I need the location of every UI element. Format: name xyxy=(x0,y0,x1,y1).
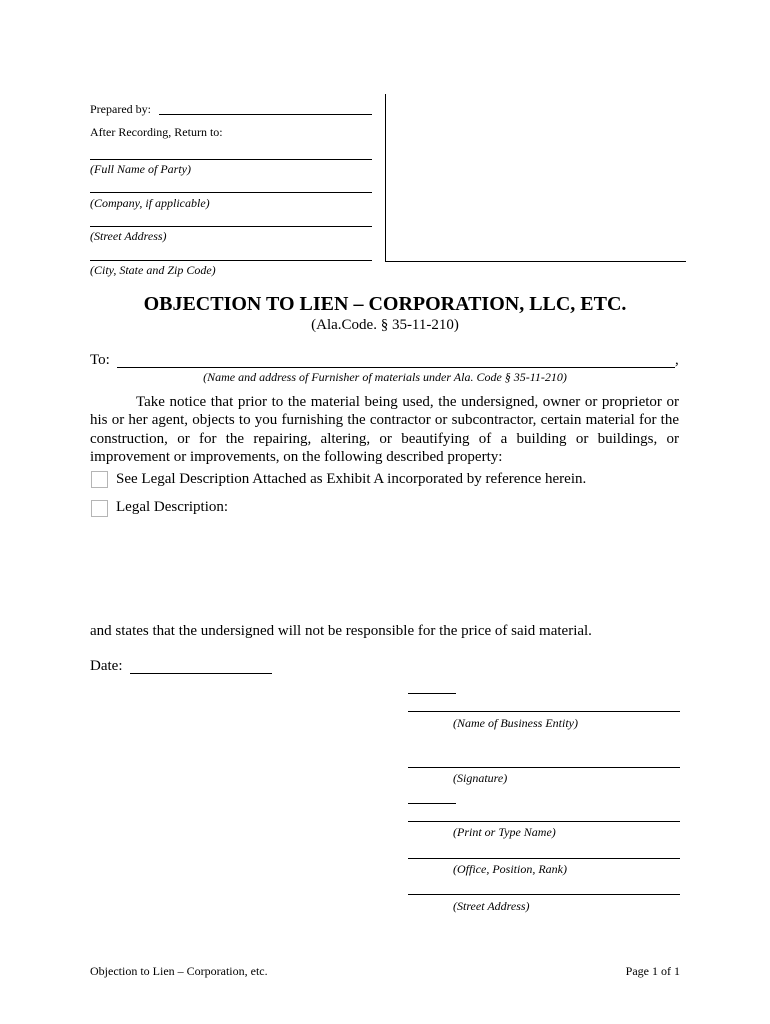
city-state-zip-caption: (City, State and Zip Code) xyxy=(90,263,216,277)
signature-short-line-2 xyxy=(408,803,456,804)
page-number: Page 1 of 1 xyxy=(625,964,680,978)
signature-line[interactable] xyxy=(408,767,680,768)
office-position-caption: (Office, Position, Rank) xyxy=(453,862,567,876)
full-name-line[interactable] xyxy=(90,159,372,160)
signature-caption: (Signature) xyxy=(453,771,508,785)
company-caption: (Company, if applicable) xyxy=(90,196,210,210)
exhibit-a-checkbox[interactable] xyxy=(91,471,108,488)
full-name-caption: (Full Name of Party) xyxy=(90,162,191,176)
date-label: Date: xyxy=(90,658,123,674)
to-caption: (Name and address of Furnisher of materials under Ala. Code § 35-11-210) xyxy=(203,370,567,384)
signer-street-address-caption: (Street Address) xyxy=(453,899,530,913)
to-trailing-comma: , xyxy=(675,352,679,368)
return-to-label: After Recording, Return to: xyxy=(90,125,223,139)
date-line[interactable] xyxy=(130,673,272,674)
to-label: To: xyxy=(90,352,110,368)
legal-description-label: Legal Description: xyxy=(116,499,229,515)
statute-citation: (Ala.Code. § 35-11-210) xyxy=(311,317,459,333)
recording-area-divider xyxy=(385,94,386,262)
exhibit-a-label: See Legal Description Attached as Exhibit A incorporated by reference herein. xyxy=(116,471,587,487)
recording-area-bottom-line xyxy=(385,261,686,262)
city-state-zip-line[interactable] xyxy=(90,260,372,261)
print-name-line[interactable] xyxy=(408,821,680,822)
business-entity-caption: (Name of Business Entity) xyxy=(453,716,578,730)
closing-statement: and states that the undersigned will not be responsible for the price of said material. xyxy=(90,623,592,639)
street-address-caption: (Street Address) xyxy=(90,229,167,243)
company-line[interactable] xyxy=(90,192,372,193)
legal-description-checkbox[interactable] xyxy=(91,500,108,517)
footer-title: Objection to Lien – Corporation, etc. xyxy=(90,964,268,978)
prepared-by-label: Prepared by: xyxy=(90,102,151,116)
print-name-caption: (Print or Type Name) xyxy=(453,825,556,839)
signer-street-address-line[interactable] xyxy=(408,894,680,895)
street-address-line[interactable] xyxy=(90,226,372,227)
to-line[interactable] xyxy=(117,367,675,368)
notice-paragraph: Take notice that prior to the material being used, the undersigned, owner or proprietor or his or her agent, objects to you furnishing the contractor or subcontractor, certain material for the construction, or for the repairing, altering, or beautifying of a building or buildings, or improvement or improvements, on the following described property: xyxy=(90,394,679,465)
business-entity-line[interactable] xyxy=(408,711,680,712)
signature-short-line-1 xyxy=(408,693,456,694)
document-title: OBJECTION TO LIEN – CORPORATION, LLC, ETC. xyxy=(143,293,627,315)
prepared-by-line[interactable] xyxy=(159,114,372,115)
office-position-line[interactable] xyxy=(408,858,680,859)
